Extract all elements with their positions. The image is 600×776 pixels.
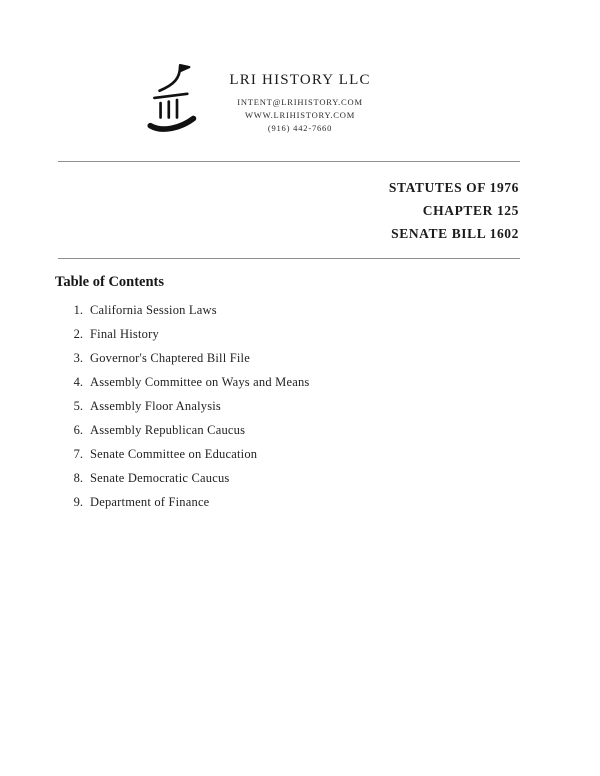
toc-item-number: 1. — [73, 303, 83, 317]
toc-list — [68, 303, 309, 519]
toc-item-number: 7. — [73, 447, 83, 461]
toc-item — [68, 327, 309, 351]
toc-item-label: California Session Laws — [90, 303, 217, 317]
toc-item-number: 4. — [73, 375, 83, 389]
toc-item-number: 3. — [73, 351, 83, 365]
toc-item-label: Assembly Floor Analysis — [90, 399, 221, 413]
toc-item — [68, 399, 309, 423]
senate-bill-line: SENATE BILL 1602 — [391, 226, 519, 241]
company-website: WWW.LRIHISTORY.COM — [244, 110, 356, 120]
toc-item — [68, 423, 309, 447]
statutes-line: STATUTES OF 1976 — [388, 180, 519, 195]
toc-item-number: 5. — [73, 399, 83, 413]
toc-item-label: Governor's Chaptered Bill File — [90, 351, 250, 365]
toc-item — [68, 471, 309, 495]
toc-item-label: Department of Finance — [90, 495, 210, 509]
toc-item — [68, 375, 309, 399]
toc-item — [68, 495, 309, 519]
toc-item-label: Assembly Committee on Ways and Means — [90, 375, 310, 389]
company-email: INTENT@LRIHISTORY.COM — [237, 97, 363, 107]
company-name: LRI HISTORY LLC — [229, 72, 371, 88]
toc-item-number: 6. — [73, 423, 83, 437]
toc-item — [68, 303, 309, 327]
toc-title: Table of Contents — [55, 274, 165, 290]
toc-item-label: Assembly Republican Caucus — [90, 423, 246, 437]
letterhead-text — [0, 72, 600, 135]
company-phone: (916) 442-7660 — [267, 123, 333, 133]
toc-item-label: Final History — [90, 327, 159, 341]
toc-item-label: Senate Democratic Caucus — [90, 471, 230, 485]
divider-top — [58, 161, 520, 162]
divider-bottom — [58, 258, 520, 259]
letterhead — [0, 60, 600, 150]
chapter-line: CHAPTER 125 — [422, 203, 519, 218]
toc-item-number: 8. — [73, 471, 83, 485]
toc-item-label: Senate Committee on Education — [90, 447, 258, 461]
statute-reference — [389, 176, 519, 245]
toc-item-number: 9. — [73, 495, 83, 509]
toc-item — [68, 447, 309, 471]
toc-item — [68, 351, 309, 375]
toc-item-number: 2. — [73, 327, 83, 341]
